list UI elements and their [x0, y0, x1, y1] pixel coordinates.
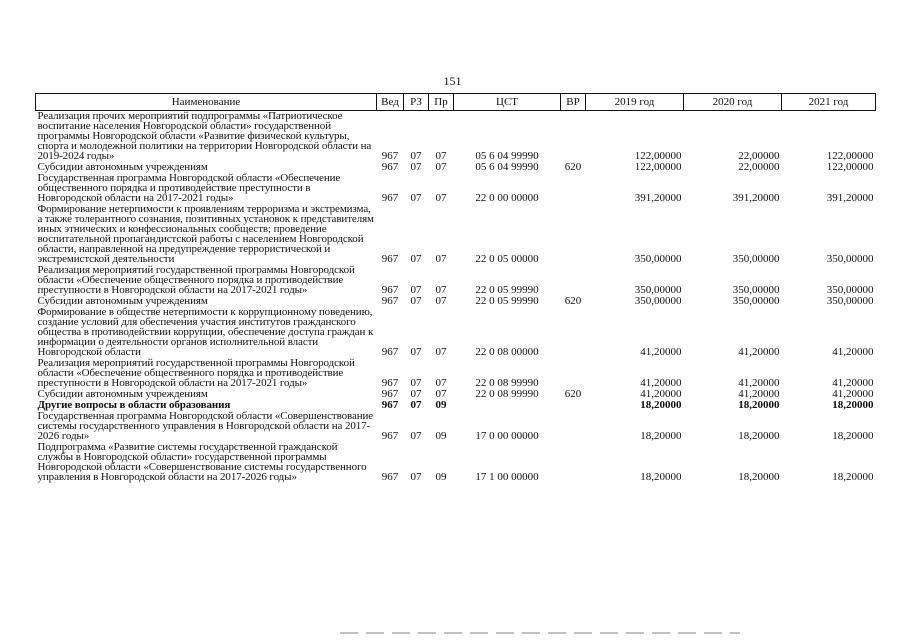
row-vr-cell: 620	[564, 295, 582, 307]
row-vr-cell	[561, 265, 586, 296]
row-name-cell: Субсидии автономным учреждениям	[37, 295, 208, 307]
row-pr-cell: 07	[435, 388, 447, 400]
row-2021-cell: 18,20000	[832, 430, 874, 442]
row-2021-cell: 122,00000	[826, 150, 874, 162]
row-2020-cell: 41,20000	[738, 346, 780, 358]
row-ved-cell: 967	[381, 399, 399, 411]
row-rz-cell: 07	[410, 471, 422, 483]
table-row	[36, 204, 876, 265]
row-pr-cell: 07	[435, 284, 447, 296]
row-2019-cell: 391,20000	[634, 192, 682, 204]
row-cst-cell: 17 1 00 00000	[475, 471, 539, 483]
row-rz-cell: 07	[410, 150, 422, 162]
row-cst-cell: 22 0 08 99990	[475, 377, 539, 389]
row-pr-cell: 09	[435, 430, 447, 442]
row-name-cell: Подпрограмма «Развитие системы государственной гражданской службы в Новгородской области» государственной программы Новгородской области «Совершенствование системы государственного управления в Новгородской области на 2017-2026 годы»	[37, 441, 367, 483]
row-2020-cell: 350,00000	[732, 284, 780, 296]
row-2021-cell: 122,00000	[826, 161, 874, 173]
row-2020-cell: 391,20000	[732, 192, 780, 204]
table-row	[36, 411, 876, 442]
row-vr-cell	[561, 358, 586, 389]
col-header-ved: Вед	[377, 94, 404, 111]
table-row	[36, 111, 876, 163]
row-rz-cell: 07	[410, 295, 422, 307]
row-pr-cell: 07	[435, 346, 447, 358]
col-header-2020: 2020 год	[684, 94, 782, 111]
row-rz-cell: 07	[410, 284, 422, 296]
scan-artifact	[340, 632, 740, 634]
row-ved-cell: 967	[381, 430, 399, 442]
row-2021-cell: 350,00000	[826, 295, 874, 307]
row-2021-cell: 18,20000	[832, 471, 874, 483]
row-pr-cell: 07	[435, 192, 447, 204]
row-ved-cell: 967	[381, 192, 399, 204]
row-2019-cell: 350,00000	[634, 253, 682, 265]
row-name-cell: Субсидии автономным учреждениям	[37, 161, 208, 173]
row-vr-cell	[561, 307, 586, 358]
row-name-cell: Субсидии автономным учреждениям	[37, 388, 208, 400]
row-cst-cell: 05 6 04 99990	[475, 161, 539, 173]
row-name-cell: Реализация мероприятий государственной программы Новгородской области «Обеспечение общественного порядка и противодействие преступности в Новгородской области на 2017-2021 годы»	[37, 264, 355, 296]
row-pr-cell: 07	[435, 150, 447, 162]
row-2021-cell: 350,00000	[826, 284, 874, 296]
table-header-row	[36, 94, 876, 111]
row-2019-cell: 350,00000	[634, 295, 682, 307]
row-rz-cell: 07	[410, 161, 422, 173]
row-name-cell: Формирование нетерпимости к проявлениям терроризма и экстремизма, а также толерантного сознания, позитивных установок к представителям иных этнических и конфессиональных сообществ; проведение воспитательной пропагандистской работы с населением Новгородской области, направленной на предупреждение террористической и экстремистской деятельности	[37, 203, 374, 265]
table-row	[36, 442, 876, 483]
col-header-pr: Пр	[429, 94, 454, 111]
row-2019-cell: 41,20000	[640, 377, 682, 389]
row-ved-cell: 967	[381, 471, 399, 483]
row-rz-cell: 07	[410, 346, 422, 358]
row-2020-cell: 18,20000	[738, 430, 780, 442]
row-pr-cell: 07	[435, 253, 447, 265]
col-header-2019: 2019 год	[586, 94, 684, 111]
row-2020-cell: 350,00000	[732, 253, 780, 265]
row-name-cell: Государственная программа Новгородской области «Обеспечение общественного порядка и противодействие преступности в Новгородской области на 2017-2021 годы»	[37, 172, 341, 204]
row-ved-cell: 967	[381, 284, 399, 296]
col-header-2021: 2021 год	[782, 94, 876, 111]
page-number: 151	[443, 74, 462, 88]
row-name-cell: Государственная программа Новгородской области «Совершенствование системы государственного управления в Новгородской области на 2017-2026 годы»	[37, 410, 374, 442]
row-vr-cell	[561, 442, 586, 483]
row-vr-cell	[561, 111, 586, 163]
row-vr-cell	[561, 204, 586, 265]
row-2020-cell: 22,00000	[738, 150, 780, 162]
row-cst-cell: 22 0 05 99990	[475, 284, 539, 296]
table-row	[36, 265, 876, 296]
row-2021-cell: 41,20000	[832, 377, 874, 389]
row-cst-cell	[454, 400, 561, 411]
row-pr-cell: 07	[435, 377, 447, 389]
row-cst-cell: 22 0 08 00000	[475, 346, 539, 358]
row-rz-cell: 07	[410, 399, 422, 411]
row-ved-cell: 967	[381, 346, 399, 358]
row-pr-cell: 09	[435, 471, 447, 483]
row-vr-cell	[561, 173, 586, 204]
row-ved-cell: 967	[381, 377, 399, 389]
row-ved-cell: 967	[381, 150, 399, 162]
row-name-cell: Другие вопросы в области образования	[37, 399, 231, 411]
row-2020-cell: 41,20000	[738, 388, 780, 400]
row-vr-cell: 620	[564, 161, 582, 173]
col-header-vr: ВР	[561, 94, 586, 111]
row-vr-cell	[561, 411, 586, 442]
row-rz-cell: 07	[410, 192, 422, 204]
row-cst-cell: 22 0 00 00000	[475, 192, 539, 204]
row-2019-cell: 350,00000	[634, 284, 682, 296]
row-2019-cell: 41,20000	[640, 388, 682, 400]
row-pr-cell: 07	[435, 161, 447, 173]
row-rz-cell: 07	[410, 430, 422, 442]
row-2019-cell: 122,00000	[634, 150, 682, 162]
row-cst-cell: 22 0 05 00000	[475, 253, 539, 265]
row-rz-cell: 07	[410, 388, 422, 400]
row-ved-cell: 967	[381, 388, 399, 400]
col-header-rz: РЗ	[404, 94, 429, 111]
row-2020-cell: 22,00000	[738, 161, 780, 173]
row-ved-cell: 967	[381, 295, 399, 307]
table-body	[36, 111, 876, 484]
row-2021-cell: 41,20000	[832, 346, 874, 358]
row-rz-cell: 07	[410, 377, 422, 389]
row-2020-cell: 18,20000	[738, 471, 780, 483]
row-2021-cell: 41,20000	[832, 388, 874, 400]
row-2020-cell: 350,00000	[732, 295, 780, 307]
row-rz-cell: 07	[410, 253, 422, 265]
row-vr-cell: 620	[564, 388, 582, 400]
row-name-cell: Формирование в обществе нетерпимости к коррупционному поведению, создание условий для обеспечения участия институтов гражданского общества в противодействии коррупции, обеспечение доступа граждан к информации о деятельности органов исполнительной власти Новгородской области	[37, 306, 374, 358]
row-2019-cell: 18,20000	[640, 471, 682, 483]
table-row	[36, 307, 876, 358]
col-header-name: Наименование	[36, 94, 377, 111]
row-2019-cell: 122,00000	[634, 161, 682, 173]
row-ved-cell: 967	[381, 161, 399, 173]
row-name-cell: Реализация прочих мероприятий подпрограммы «Патриотическое воспитание населения Новгородской области» государственной программы Новгородской области «Развитие физической культуры, спорта и молодежной политики на территории Новгородской области на 2019-2024 годы»	[37, 110, 372, 162]
row-2019-cell: 18,20000	[640, 399, 682, 411]
row-2021-cell: 350,00000	[826, 253, 874, 265]
row-cst-cell: 05 6 04 99990	[475, 150, 539, 162]
row-2021-cell: 391,20000	[826, 192, 874, 204]
row-pr-cell: 07	[435, 295, 447, 307]
row-vr-cell	[561, 400, 586, 411]
row-cst-cell: 17 0 00 00000	[475, 430, 539, 442]
row-2021-cell: 18,20000	[832, 399, 874, 411]
col-header-cst: ЦСТ	[454, 94, 561, 111]
row-ved-cell: 967	[381, 253, 399, 265]
row-2019-cell: 18,20000	[640, 430, 682, 442]
row-pr-cell: 09	[435, 399, 447, 411]
row-cst-cell: 22 0 05 99990	[475, 295, 539, 307]
row-cst-cell: 22 0 08 99990	[475, 388, 539, 400]
row-2019-cell: 41,20000	[640, 346, 682, 358]
row-name-cell: Реализация мероприятий государственной программы Новгородской области «Обеспечение общественного порядка и противодействие преступности в Новгородской области на 2017-2021 годы»	[37, 357, 355, 389]
table-row	[36, 358, 876, 389]
budget-table	[35, 93, 876, 483]
table-row	[36, 173, 876, 204]
row-2020-cell: 18,20000	[738, 399, 780, 411]
row-2020-cell: 41,20000	[738, 377, 780, 389]
